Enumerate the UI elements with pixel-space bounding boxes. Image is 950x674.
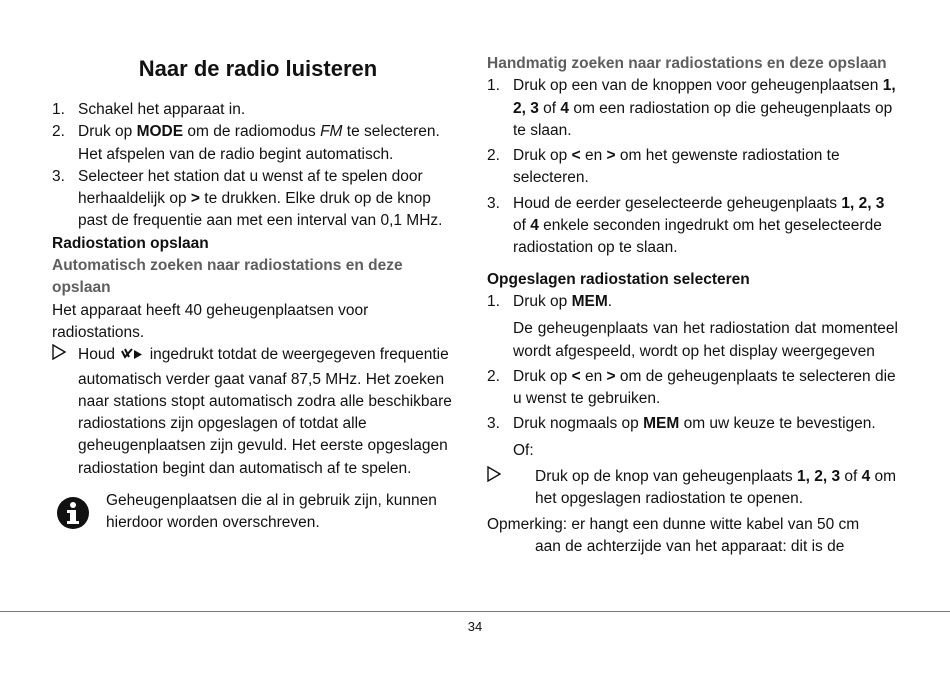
triangle-bullet-icon bbox=[52, 344, 66, 366]
or-text: Of: bbox=[513, 441, 534, 459]
select-step1-detail: De geheugenplaats van het radiostation dat momenteel wordt afgespeeld, wordt op het display weergegeven bbox=[513, 320, 898, 360]
list-item: 3. Houd de eerder geselecteerde geheugenplaats 1, 2, 3 of 4 enkele seconden ingedrukt om het geselecteerde radiostation op te slaan. bbox=[487, 194, 885, 257]
auto-intro: Het apparaat heeft 40 geheugenplaatsen voor radiostations. bbox=[52, 301, 369, 341]
scan-button-icon bbox=[119, 346, 145, 368]
info-icon bbox=[56, 496, 90, 530]
list-item: 3. Druk nogmaals op MEM om uw keuze te bevestigen. bbox=[487, 415, 876, 433]
list-item: 2. Druk op < en > om de geheugenplaats te selecteren die u wenst te gebruiken. bbox=[487, 367, 896, 408]
right-content bbox=[487, 53, 898, 558]
footer-divider bbox=[0, 611, 950, 612]
left-content bbox=[52, 99, 464, 535]
alt-item: Druk op de knop van geheugenplaats 1, 2, 3 of 4 om het opgeslagen radiostation te openen. bbox=[487, 466, 898, 511]
save-heading: Radiostation opslaan bbox=[52, 234, 209, 252]
manual-steps bbox=[487, 75, 898, 259]
manual-search-heading: Handmatig zoeken naar radiostations en deze opslaan bbox=[487, 55, 887, 72]
listen-steps bbox=[52, 99, 464, 233]
page-title: Naar de radio luisteren bbox=[138, 56, 378, 81]
triangle-bullet-icon bbox=[487, 466, 501, 488]
auto-search-heading: Automatisch zoeken naar radiostations en deze opslaan bbox=[52, 257, 403, 297]
list-item: 3. Selecteer het station dat u wenst af te spelen door herhaaldelijk op > te drukken. Elke druk op de knop past de frequentie aan met een interval van 0,1 MHz. bbox=[52, 167, 443, 230]
list-item: 2. Druk op MODE om de radiomodus FM te selecteren. Het afspelen van de radio begint automatisch. bbox=[52, 123, 440, 163]
list-item: 1. Druk op een van de knoppen voor geheugenplaatsen 1, 2, 3 of 4 om een radiostation op die geheugenplaats op te slaan. bbox=[487, 77, 896, 139]
select-heading: Opgeslagen radiostation selecteren bbox=[487, 270, 750, 288]
list-item: 1. Schakel het apparaat in. bbox=[52, 101, 246, 118]
note-row bbox=[52, 490, 464, 535]
auto-search-item: Houd ingedrukt totdat de weergegeven frequentie automatisch verder gaat vanaf 87,5 MHz. Het zoeken naar stations stopt automatisch zodra alle beschikbare radiostations zijn opgeslagen of totdat alle geheugenplaatsen zijn gevuld. Het eerste opgeslagen radiostation begint dan automatisch af te spelen. bbox=[52, 344, 464, 480]
note-text: Geheugenplaatsen die al in gebruik zijn, kunnen hierdoor worden overschreven. bbox=[106, 492, 437, 532]
list-item: 1. Druk op MEM. De geheugenplaats van het radiostation dat momenteel wordt afgespeeld, wordt op het display weergegeven bbox=[487, 291, 898, 363]
remark: Opmerking: er hangt een dunne witte kabel van 50 cm aan de achterzijde van het apparaat: dit is de bbox=[487, 515, 860, 555]
select-steps bbox=[487, 291, 898, 436]
page-number: 34 bbox=[467, 619, 483, 634]
list-item: 2. Druk op < en > om het gewenste radiostation te selecteren. bbox=[487, 147, 840, 187]
